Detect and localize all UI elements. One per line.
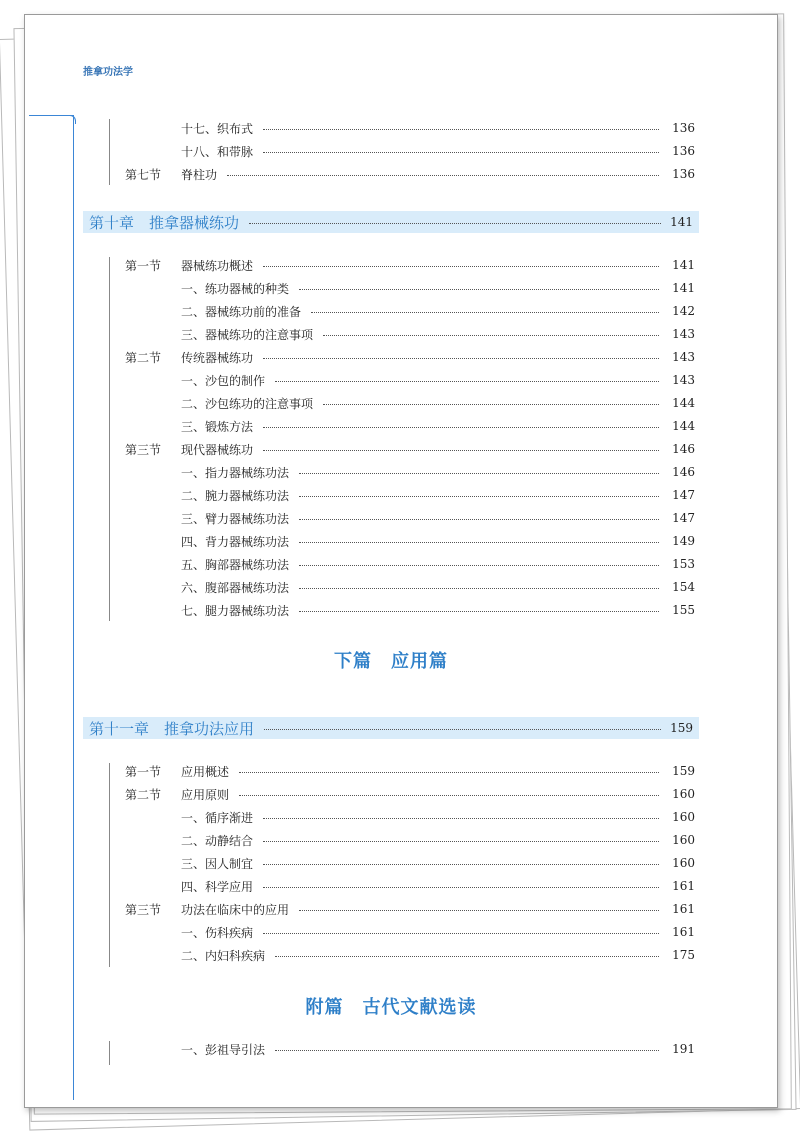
leader-dots — [299, 565, 659, 566]
toc-section-row[interactable] — [125, 899, 695, 919]
toc-item-row[interactable] — [125, 324, 695, 344]
toc-item-row[interactable] — [125, 830, 695, 850]
leader-dots — [263, 129, 659, 130]
entry-title: 三、因人制宜 — [181, 856, 254, 871]
margin-tab-line — [29, 115, 73, 116]
entry-title: 二、内妇科疾病 — [181, 948, 266, 963]
entry-title: 一、指力器械练功法 — [181, 465, 290, 480]
toc-section-row[interactable] — [125, 347, 695, 367]
entry-title: 应用原则 — [181, 787, 230, 802]
toc-item-row[interactable] — [125, 141, 695, 161]
entry-title: 一、彭祖导引法 — [181, 1042, 266, 1057]
leader-dots — [263, 841, 659, 842]
leader-dots — [299, 496, 659, 497]
toc-item-row[interactable] — [125, 301, 695, 321]
page-number: 191 — [672, 1042, 695, 1056]
entry-title: 二、腕力器械练功法 — [181, 488, 290, 503]
chapter-heading-10[interactable] — [83, 211, 699, 233]
part-title-appendix: 附篇 古代文献选读 — [305, 997, 477, 1018]
toc-section-row[interactable] — [125, 439, 695, 459]
page-number: 161 — [672, 902, 695, 916]
leader-dots — [299, 473, 659, 474]
toc-item-row[interactable] — [125, 416, 695, 436]
toc-item-row[interactable] — [125, 462, 695, 482]
leader-dots — [275, 956, 659, 957]
leader-dots — [263, 152, 659, 153]
page-number: 143 — [672, 350, 695, 364]
page-number: 143 — [672, 327, 695, 341]
entry-title: 三、锻炼方法 — [181, 419, 254, 434]
toc-section-row[interactable] — [125, 164, 695, 184]
leader-dots — [263, 427, 659, 428]
page-number: 149 — [672, 534, 695, 548]
margin-rule — [73, 115, 74, 1100]
page-number: 146 — [672, 465, 695, 479]
toc-item-row[interactable] — [125, 393, 695, 413]
toc-item-row[interactable] — [125, 508, 695, 528]
leader-dots — [299, 611, 659, 612]
leader-dots — [263, 887, 659, 888]
page-number: 141 — [672, 281, 695, 295]
toc-item-row[interactable] — [125, 600, 695, 620]
toc-item-row[interactable] — [125, 922, 695, 942]
toc-item-row[interactable] — [125, 945, 695, 965]
group-bar-top — [109, 119, 110, 185]
leader-dots — [299, 588, 659, 589]
group-bar-appendix — [109, 1041, 110, 1065]
toc-item-row[interactable] — [125, 531, 695, 551]
entry-title: 十七、织布式 — [181, 121, 254, 136]
page-number: 141 — [672, 258, 695, 272]
running-head: 推拿功法学 — [83, 67, 133, 78]
section-label: 第三节 — [125, 442, 162, 457]
page-number: 160 — [672, 810, 695, 824]
chapter-title: 第十一章 推拿功法应用 — [89, 719, 255, 738]
page-number: 142 — [672, 304, 695, 318]
page-number: 147 — [672, 511, 695, 525]
leader-dots — [299, 519, 659, 520]
toc-item-row[interactable] — [125, 554, 695, 574]
leader-dots — [299, 289, 659, 290]
toc-item-row[interactable] — [125, 853, 695, 873]
leader-dots — [275, 1050, 659, 1051]
leader-dots — [263, 864, 659, 865]
entry-title: 器械练功概述 — [181, 258, 254, 273]
section-label: 第三节 — [125, 902, 162, 917]
section-label: 第二节 — [125, 787, 162, 802]
leader-dots — [311, 312, 659, 313]
entry-title: 二、器械练功前的准备 — [181, 304, 302, 319]
page-number: 144 — [672, 396, 695, 410]
toc-section-row[interactable] — [125, 255, 695, 275]
entry-title: 四、背力器械练功法 — [181, 534, 290, 549]
page-number: 144 — [672, 419, 695, 433]
leader-dots — [263, 450, 659, 451]
entry-title: 一、伤科疾病 — [181, 925, 254, 940]
page-number: 175 — [672, 948, 695, 962]
leader-dots — [299, 910, 659, 911]
page-number: 143 — [672, 373, 695, 387]
page-number: 160 — [672, 833, 695, 847]
entry-title: 现代器械练功 — [181, 442, 254, 457]
toc-item-row[interactable] — [125, 278, 695, 298]
page-number: 136 — [672, 121, 695, 135]
entry-title: 应用概述 — [181, 764, 230, 779]
page-number: 161 — [672, 925, 695, 939]
page-number: 160 — [672, 856, 695, 870]
entry-title: 五、胸部器械练功法 — [181, 557, 290, 572]
page-number: 136 — [672, 144, 695, 158]
entry-title: 十八、和带脉 — [181, 144, 254, 159]
entry-title: 二、动静结合 — [181, 833, 254, 848]
leader-dots — [263, 818, 659, 819]
entry-title: 一、沙包的制作 — [181, 373, 266, 388]
leader-dots — [264, 729, 661, 730]
page-number: 161 — [672, 879, 695, 893]
toc-item-row[interactable] — [125, 118, 695, 138]
leader-dots — [263, 266, 659, 267]
section-label: 第一节 — [125, 258, 162, 273]
entry-title: 功法在临床中的应用 — [181, 902, 290, 917]
leader-dots — [275, 381, 659, 382]
page-number: 153 — [672, 557, 695, 571]
leader-dots — [227, 175, 659, 176]
chapter-page-number: 141 — [670, 215, 693, 229]
group-bar-ch11 — [109, 763, 110, 967]
leader-dots — [263, 933, 659, 934]
section-label: 第二节 — [125, 350, 162, 365]
chapter-title: 第十章 推拿器械练功 — [89, 213, 240, 232]
page-number: 154 — [672, 580, 695, 594]
toc-section-row[interactable] — [125, 761, 695, 781]
entry-title: 一、循序渐进 — [181, 810, 254, 825]
leader-dots — [249, 223, 661, 224]
entry-title: 脊柱功 — [181, 167, 218, 182]
entry-title: 一、练功器械的种类 — [181, 281, 290, 296]
part-title-lower: 下篇 应用篇 — [334, 651, 448, 672]
section-label: 第七节 — [125, 167, 162, 182]
entry-title: 传统器械练功 — [181, 350, 254, 365]
chapter-page-number: 159 — [670, 721, 693, 735]
toc-item-row[interactable] — [125, 876, 695, 896]
toc-item-row[interactable] — [125, 370, 695, 390]
entry-title: 七、腿力器械练功法 — [181, 603, 290, 618]
section-label: 第一节 — [125, 764, 162, 779]
toc-page — [24, 14, 778, 1108]
entry-title: 四、科学应用 — [181, 879, 254, 894]
chapter-heading-11[interactable] — [83, 717, 699, 739]
entry-title: 六、腹部器械练功法 — [181, 580, 290, 595]
page-number: 146 — [672, 442, 695, 456]
leader-dots — [323, 335, 659, 336]
entry-title: 二、沙包练功的注意事项 — [181, 396, 314, 411]
page-number: 136 — [672, 167, 695, 181]
toc-section-row[interactable] — [125, 784, 695, 804]
toc-item-row[interactable] — [125, 485, 695, 505]
page-number: 147 — [672, 488, 695, 502]
toc-item-row[interactable] — [125, 807, 695, 827]
entry-title: 三、器械练功的注意事项 — [181, 327, 314, 342]
page-number: 159 — [672, 764, 695, 778]
leader-dots — [299, 542, 659, 543]
leader-dots — [239, 795, 659, 796]
entry-title: 三、臂力器械练功法 — [181, 511, 290, 526]
page-number: 155 — [672, 603, 695, 617]
toc-item-row[interactable] — [125, 1039, 695, 1059]
leader-dots — [323, 404, 659, 405]
leader-dots — [263, 358, 659, 359]
group-bar-ch10 — [109, 257, 110, 621]
toc-item-row[interactable] — [125, 577, 695, 597]
page-number: 160 — [672, 787, 695, 801]
leader-dots — [239, 772, 659, 773]
